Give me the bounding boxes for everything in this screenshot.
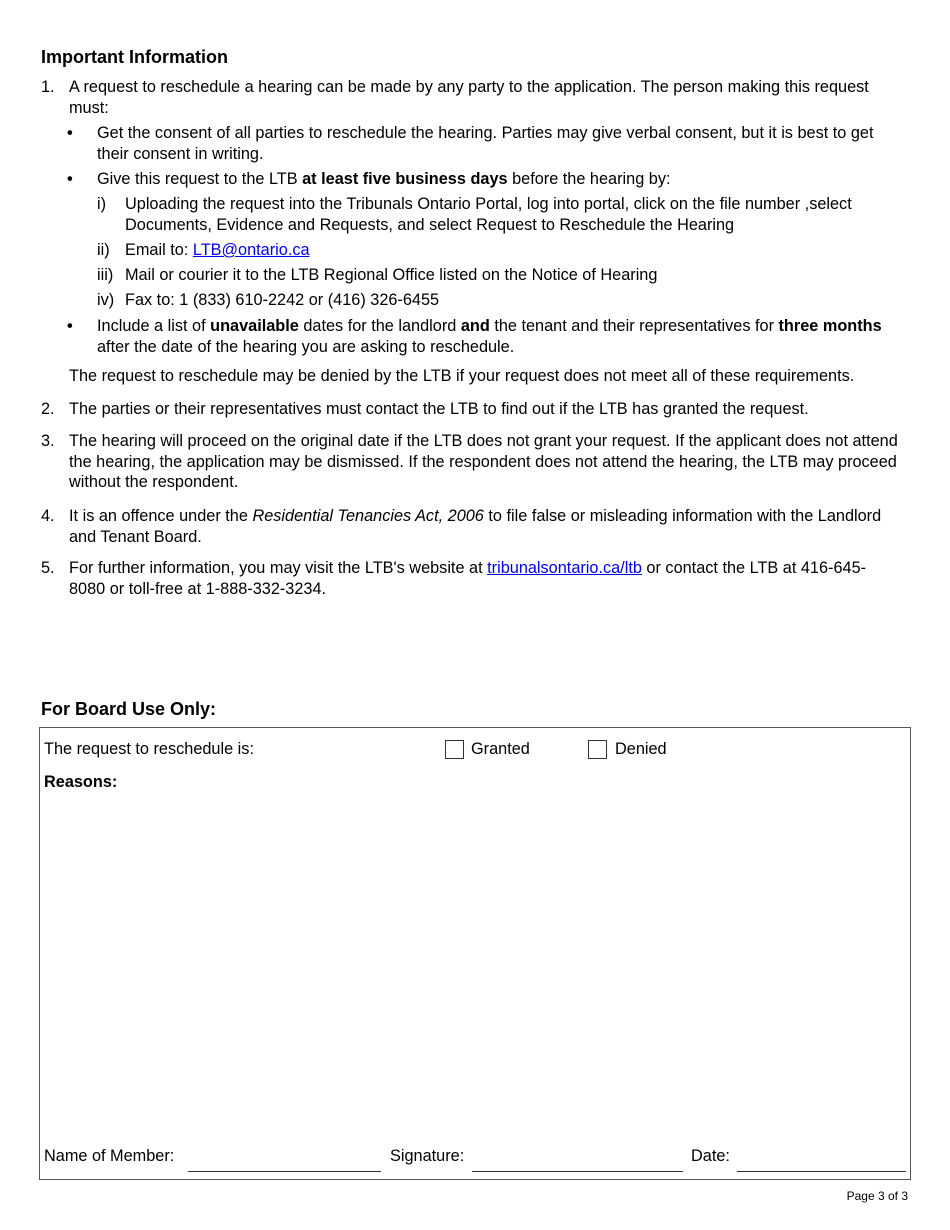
page-number: Page 3 of 3 [846,1189,908,1203]
bullet-icon: • [67,317,73,335]
board-use-heading: For Board Use Only: [41,699,217,719]
bullet-deadline [41,169,901,190]
info-item-4 [41,506,901,547]
item-text: or contact the LTB at 416-645-8080 or toll-free at 1-888-332-3234. [69,559,867,598]
member-name-line[interactable] [188,1171,381,1172]
sub-item-text: Fax to: 1 (833) 610-2242 or (416) 326-6455 [125,291,440,309]
signature-label: Signature: [390,1147,465,1165]
item-text: The hearing will proceed on the original date if the LTB does not grant your request. If the applicant does not attend the hearing, the application may be dismissed. If the respondent does not attend the hearing, the LTB may proceed without the respondent. [69,432,898,491]
info-item-2 [41,399,901,420]
email-link[interactable]: LTB@ontario.ca [192,241,310,259]
item-text: to file false or misleading information with the Landlord and Tenant Board. [69,507,882,546]
bullet-bold-text: three months [778,317,882,335]
info-item-1 [41,77,901,118]
sub-item-text: Uploading the request into the Tribunals Ontario Portal, log into portal, click on the file number ,select Documents, Evidence and Requests, and select Request to Reschedule the Hearing [125,195,852,234]
important-information-heading: Important Information [41,47,228,67]
date-line[interactable] [737,1171,906,1172]
website-link[interactable]: tribunalsontario.ca/ltb [487,559,642,577]
info-item-5 [41,558,901,599]
bullet-text: Get the consent of all parties to reschedule the hearing. Parties may give verbal consent, but it is best to get their consent in writing. [97,124,874,163]
bullet-bold-text: at least five business days [302,170,508,188]
sub-item-text: Email to: [125,241,193,259]
bullet-unavailable-dates [41,316,901,357]
signature-line[interactable] [472,1171,683,1172]
bullet-text: before the hearing by: [507,170,671,188]
act-name: Residential Tenancies Act, 2006 [252,507,484,525]
reasons-area[interactable] [44,796,904,1136]
sub-item-text: Mail or courier it to the LTB Regional Office listed on the Notice of Hearing [125,266,658,284]
info-item-3 [41,431,901,493]
item-1-note [69,366,939,387]
sub-item-fax [41,290,901,311]
member-label: Name of Member: [44,1147,175,1165]
sub-item-number: ii) [97,241,110,259]
bullet-text: Include a list of [97,317,211,335]
granted-label: Granted [471,740,530,758]
reasons-label: Reasons: [44,773,118,791]
date-label: Date: [691,1147,730,1165]
bullet-consent [41,123,901,164]
bullet-icon: • [67,170,73,188]
bullet-text: after the date of the hearing you are asking to reschedule. [97,337,515,356]
bullet-bold-text: unavailable [210,317,299,335]
note-text: The request to reschedule may be denied by the LTB if your request does not meet all of these requirements. [69,367,855,385]
item-number: 3. [41,432,55,450]
sub-item-number: iii) [97,266,114,284]
item-number: 1. [41,78,55,96]
bullet-text: the tenant and their representatives for [489,317,779,335]
item-number: 5. [41,559,55,577]
sub-item-mail [41,265,901,286]
item-text: A request to reschedule a hearing can be made by any party to the application. The person making this request must: [69,78,869,117]
bullet-text: dates for the landlord [298,317,461,335]
item-number: 2. [41,400,55,418]
denied-checkbox[interactable] [588,740,607,759]
item-number: 4. [41,507,55,525]
item-text: It is an offence under the [69,507,253,525]
item-text: For further information, you may visit the LTB's website at [69,559,488,577]
bullet-text: Give this request to the LTB [97,170,303,188]
item-text: The parties or their representatives must contact the LTB to find out if the LTB has granted the request. [69,400,809,418]
request-label: The request to reschedule is: [44,740,254,758]
sub-item-portal [41,194,901,235]
board-use-box [39,727,911,1180]
sub-item-number: i) [97,195,107,213]
bullet-icon: • [67,124,73,142]
bullet-bold-text: and [460,317,490,335]
sub-item-number: iv) [97,291,115,309]
sub-item-email [41,240,901,261]
denied-label: Denied [615,740,667,758]
granted-checkbox[interactable] [445,740,464,759]
